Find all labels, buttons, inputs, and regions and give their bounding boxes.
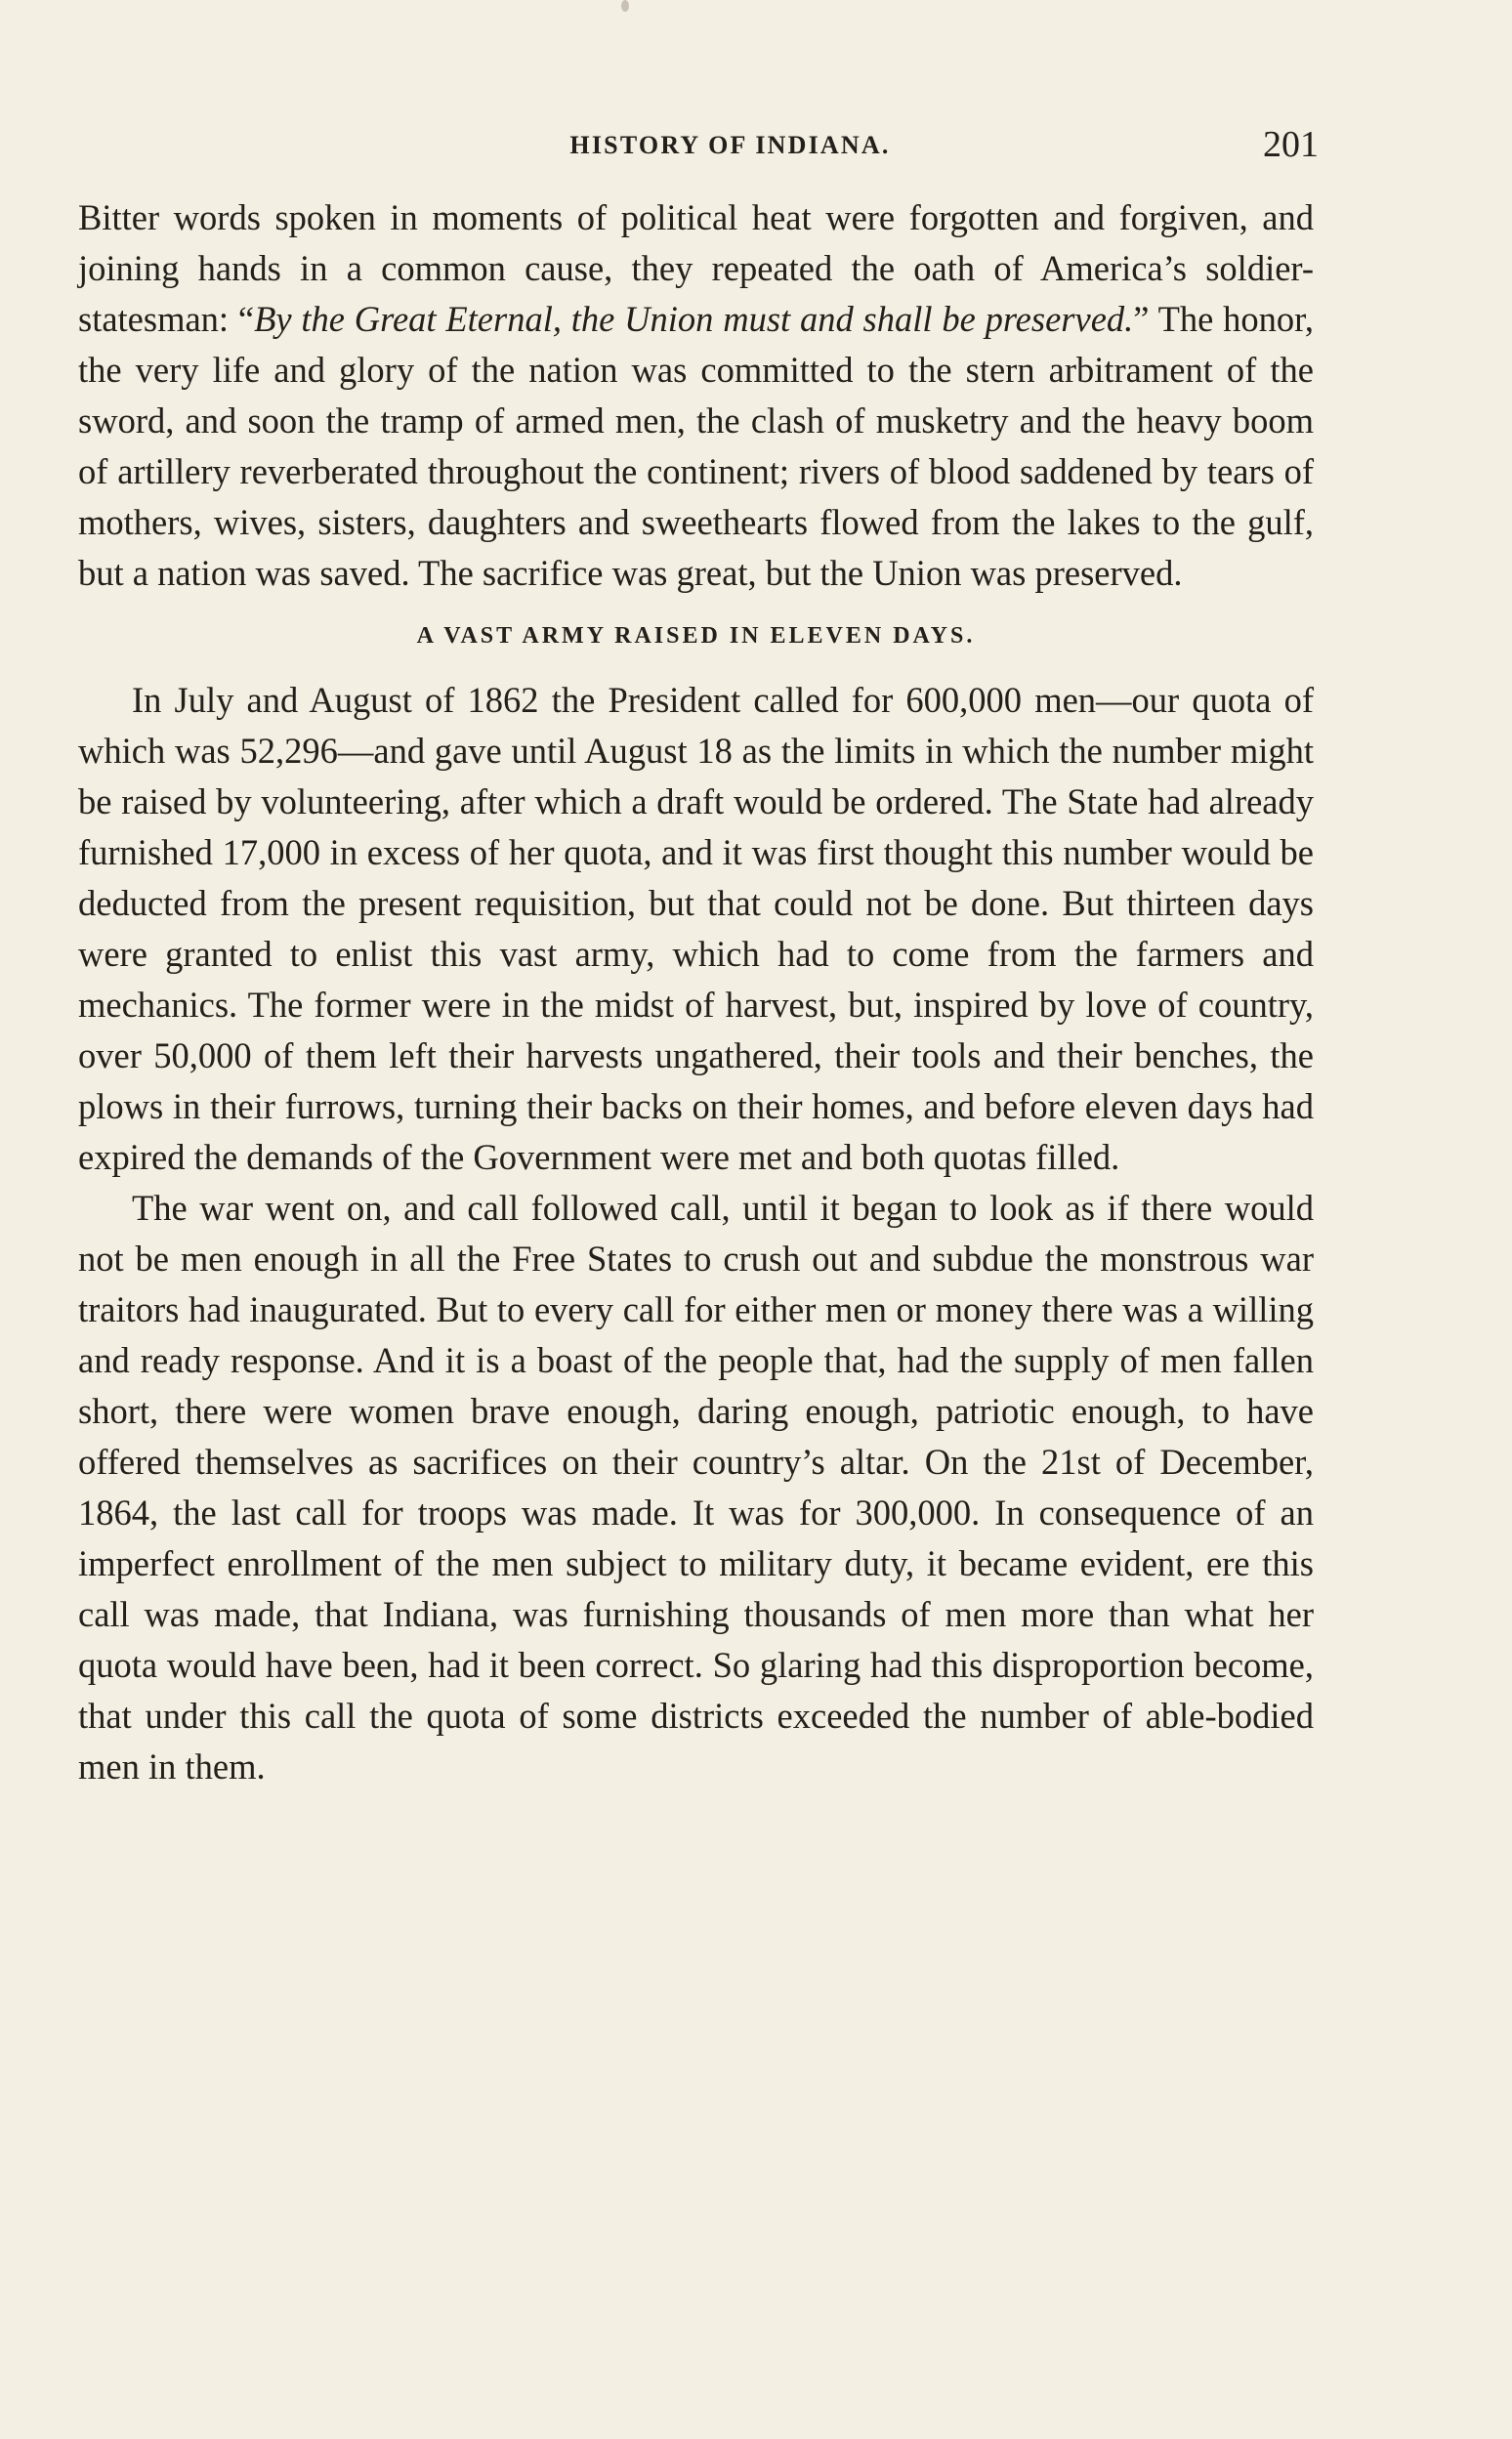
page-speck: [621, 0, 629, 12]
running-head: [83, 123, 1319, 172]
section-heading: A VAST ARMY RAISED IN ELEVEN DAYS.: [416, 623, 976, 649]
body-text: [78, 192, 1314, 1792]
paragraph-1: [78, 192, 1314, 599]
jackson-quote: By the Great Eternal, the Union must and shall be preserved.: [254, 299, 1134, 339]
page-number: 201: [1263, 124, 1319, 165]
paragraph-2: In July and August of 1862 the President called for 600,000 men—our quota of which was 52,296—and gave until August 18 as the limits in which the number might be raised by volunteering, after which a draft would be ordered. The State had already furnished 17,000 in excess of her quota, and it was first thought this number would be deducted from the present requisition, but that could not be done. But thirteen days were granted to enlist this vast army, which had to come from the farmers and mechanics. The former were in the midst of harvest, but, inspired by love of country, over 50,000 of them left their harvests ungathered, their tools and their benches, the plows in their furrows, turning their backs on their homes, and before eleven days had expired the demands of the Government were met and both quotas filled.: [78, 680, 1314, 1177]
paragraph-1-text-b: ” The honor, the very life and glory of the nation was committed to the stern arbitrament of the sword, and soon the tramp of armed men, the clash of musketry and the heavy boom of artillery reverberated throughout the continent; rivers of blood saddened by tears of mothers, wives, sisters, daughters and sweethearts flowed from the lakes to the gulf, but a nation was saved. The sacrifice was great, but the Union was preserved.: [78, 299, 1314, 593]
paragraph-3: The war went on, and call followed call, until it began to look as if there would not be men enough in all the Free States to crush out and subdue the monstrous war traitors had inaugurated. But to every call for either men or money there was a willing and ready response. And it is a boast of the people that, had the supply of men fallen short, there were women brave enough, daring enough, patriotic enough, to have offered themselves as sacrifices on their country’s altar. On the 21st of December, 1864, the last call for troops was made. It was for 300,000. In consequence of an imperfect enrollment of the men subject to military duty, it became evident, ere this call was made, that Indiana, was furnishing thousands of men more than what her quota would have been, had it been correct. So glaring had this disproportion become, that under this call the quota of some districts exceeded the number of able-bodied men in them.: [78, 1188, 1314, 1787]
running-title: HISTORY OF INDIANA.: [569, 131, 891, 159]
paragraph-1-text-a: Bitter words spoken in moments of political heat were forgotten and forgiven, and joining hands in a common cause, they repeated the oath of America’s soldier-statesman: “: [78, 197, 1314, 339]
